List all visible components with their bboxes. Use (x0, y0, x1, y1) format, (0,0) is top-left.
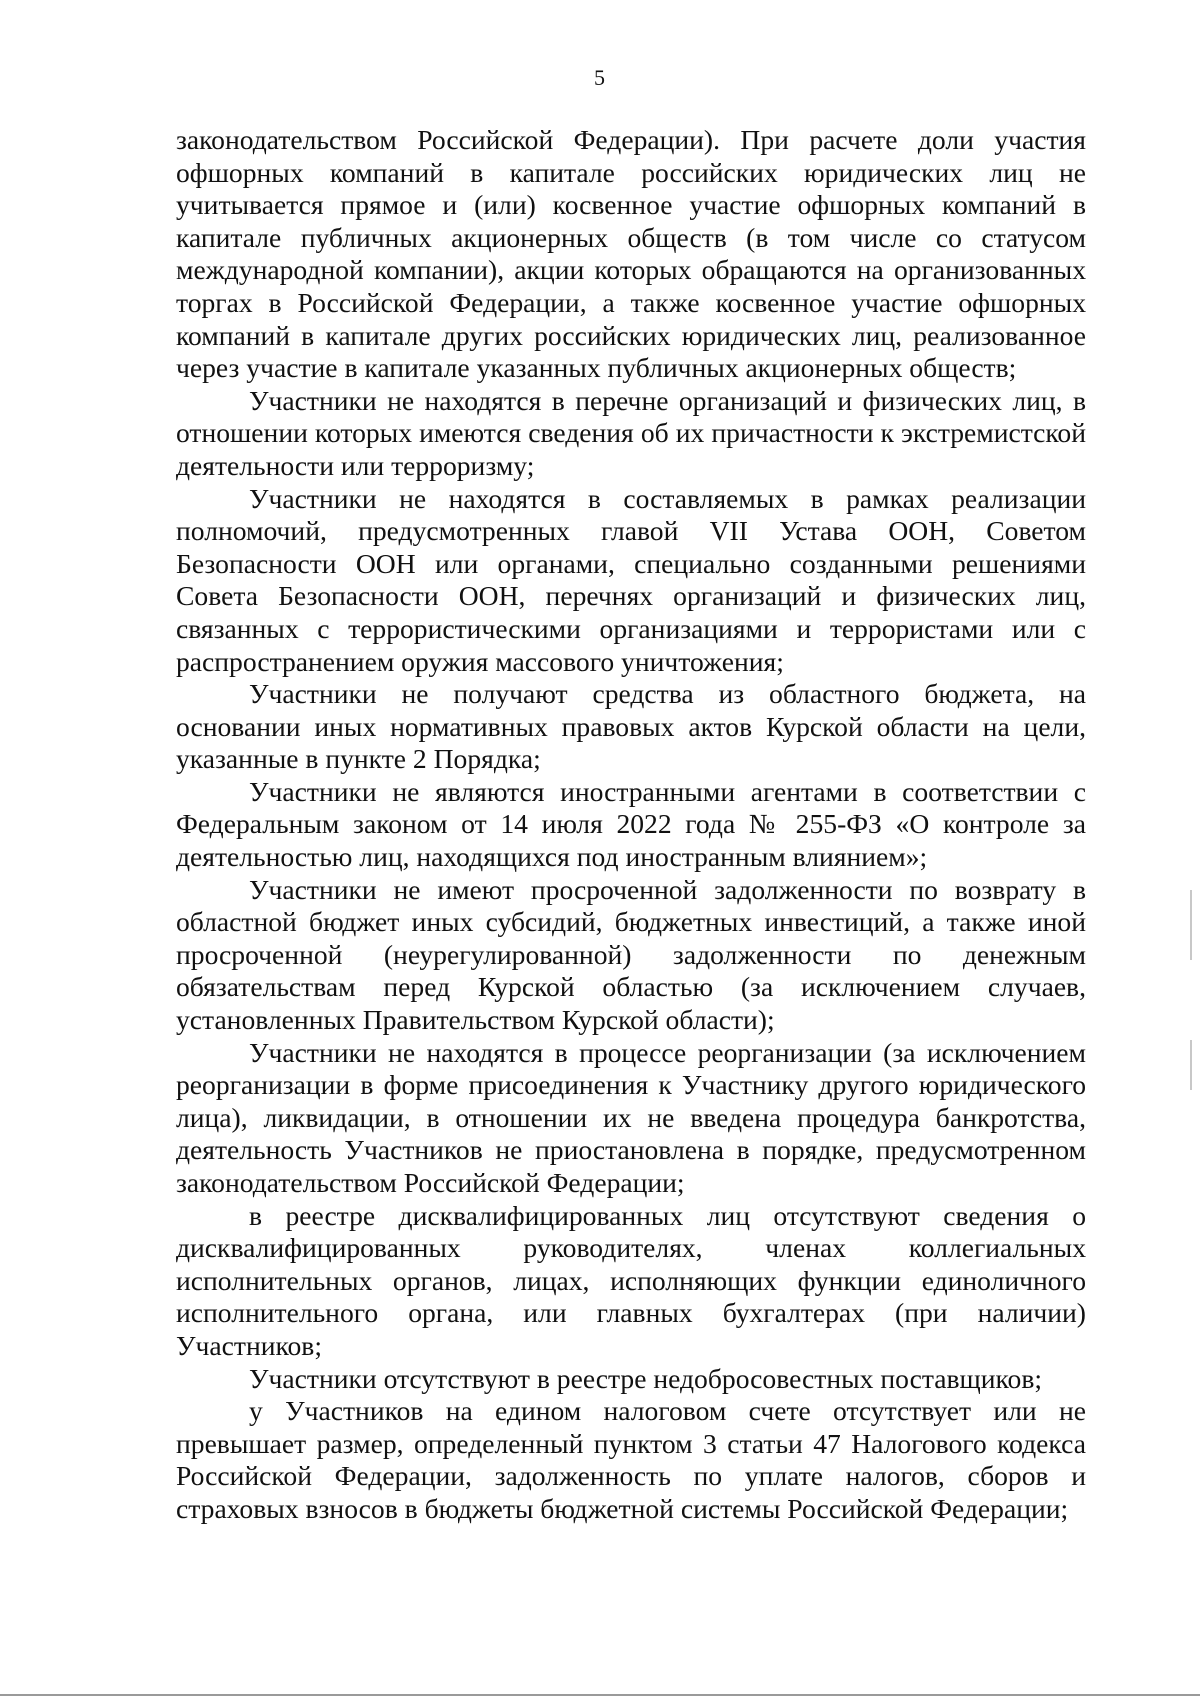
paragraph-foreign-agents: Участники не являются иностранными агентами в соответствии с Федеральным законом от 14 июля 2022 года № 255-ФЗ «О контроле за деятельностью лиц, находящихся под иностранным влиянием»; (176, 775, 1086, 873)
paragraph-regional-budget-funds: Участники не получают средства из областного бюджета, на основании иных нормативных правовых актов Курской области на цели, указанные в пункте 2 Порядка; (176, 678, 1086, 775)
paragraph-disqualified-persons: в реестре дисквалифицированных лиц отсутствуют сведения о дисквалифицированных руководителях, членах коллегиальных исполнительных органов, лицах, исполняющих функции единоличного исполнительного органа, или главных бухгалтерах (при наличии) Участников; (176, 1199, 1086, 1361)
paragraph-reorganization-bankruptcy: Участники не находятся в процессе реорганизации (за исключением реорганизации в форме присоединения к Участнику другого юридического лица), ликвидации, в отношении их не введена процедура банкротства, деятельность Участников не приостановлена в порядке, предусмотренном законодательством Российской Федерации; (176, 1036, 1086, 1198)
paragraph-extremism-list: Участники не находятся в перечне организаций и физических лиц, в отношении которых имеются сведения об их причастности к экстремистской деятельности или терроризму; (176, 384, 1086, 481)
scan-bottom-edge (0, 1694, 1200, 1696)
scan-edge-mark (1190, 890, 1192, 960)
paragraph-un-sanctions-list: Участники не находятся в составляемых в рамках реализации полномочий, предусмотренных главой VII Устава ООН, Советом Безопасности ООН или органами, специально созданными решениями Совета Безопасности ООН, перечнях организаций и физических лиц, связанных с террористическими организациями и террористами или с распространением оружия массового уничтожения; (176, 482, 1086, 677)
scan-edge-mark (1190, 1040, 1192, 1090)
paragraph-tax-debt: у Участников на едином налоговом счете отсутствует или не превышает размер, определенный пунктом 3 статьи 47 Налогового кодекса Российской Федерации, задолженность по уплате налогов, сборов и страховых взносов в бюджеты бюджетной системы Российской Федерации; (176, 1395, 1086, 1524)
page-number: 5 (594, 65, 606, 90)
document-body (176, 124, 1086, 1526)
paragraph-overdue-debt: Участники не имеют просроченной задолженности по возврату в областной бюджет иных субсидий, бюджетных инвестиций, а также иной просроченной (неурегулированной) задолженности по денежным обязательствам перед Курской областью (за исключением случаев, установленных Правительством Курской области); (176, 873, 1086, 1036)
paragraph-unreliable-suppliers: Участники отсутствуют в реестре недобросовестных поставщиков; (249, 1362, 1043, 1394)
paragraph-offshore-participation: законодательством Российской Федерации). При расчете доли участия офшорных компаний в капитале российских юридических лиц не учитывается прямое и (или) косвенное участие офшорных компаний в капитале публичных акционерных обществ (в том числе со статусом международной компании), акции которых обращаются на организованных торгах в Российской Федерации, а также косвенное участие офшорных компаний в капитале других российских юридических лиц, реализованное через участие в капитале указанных публичных акционерных обществ; (176, 124, 1086, 384)
